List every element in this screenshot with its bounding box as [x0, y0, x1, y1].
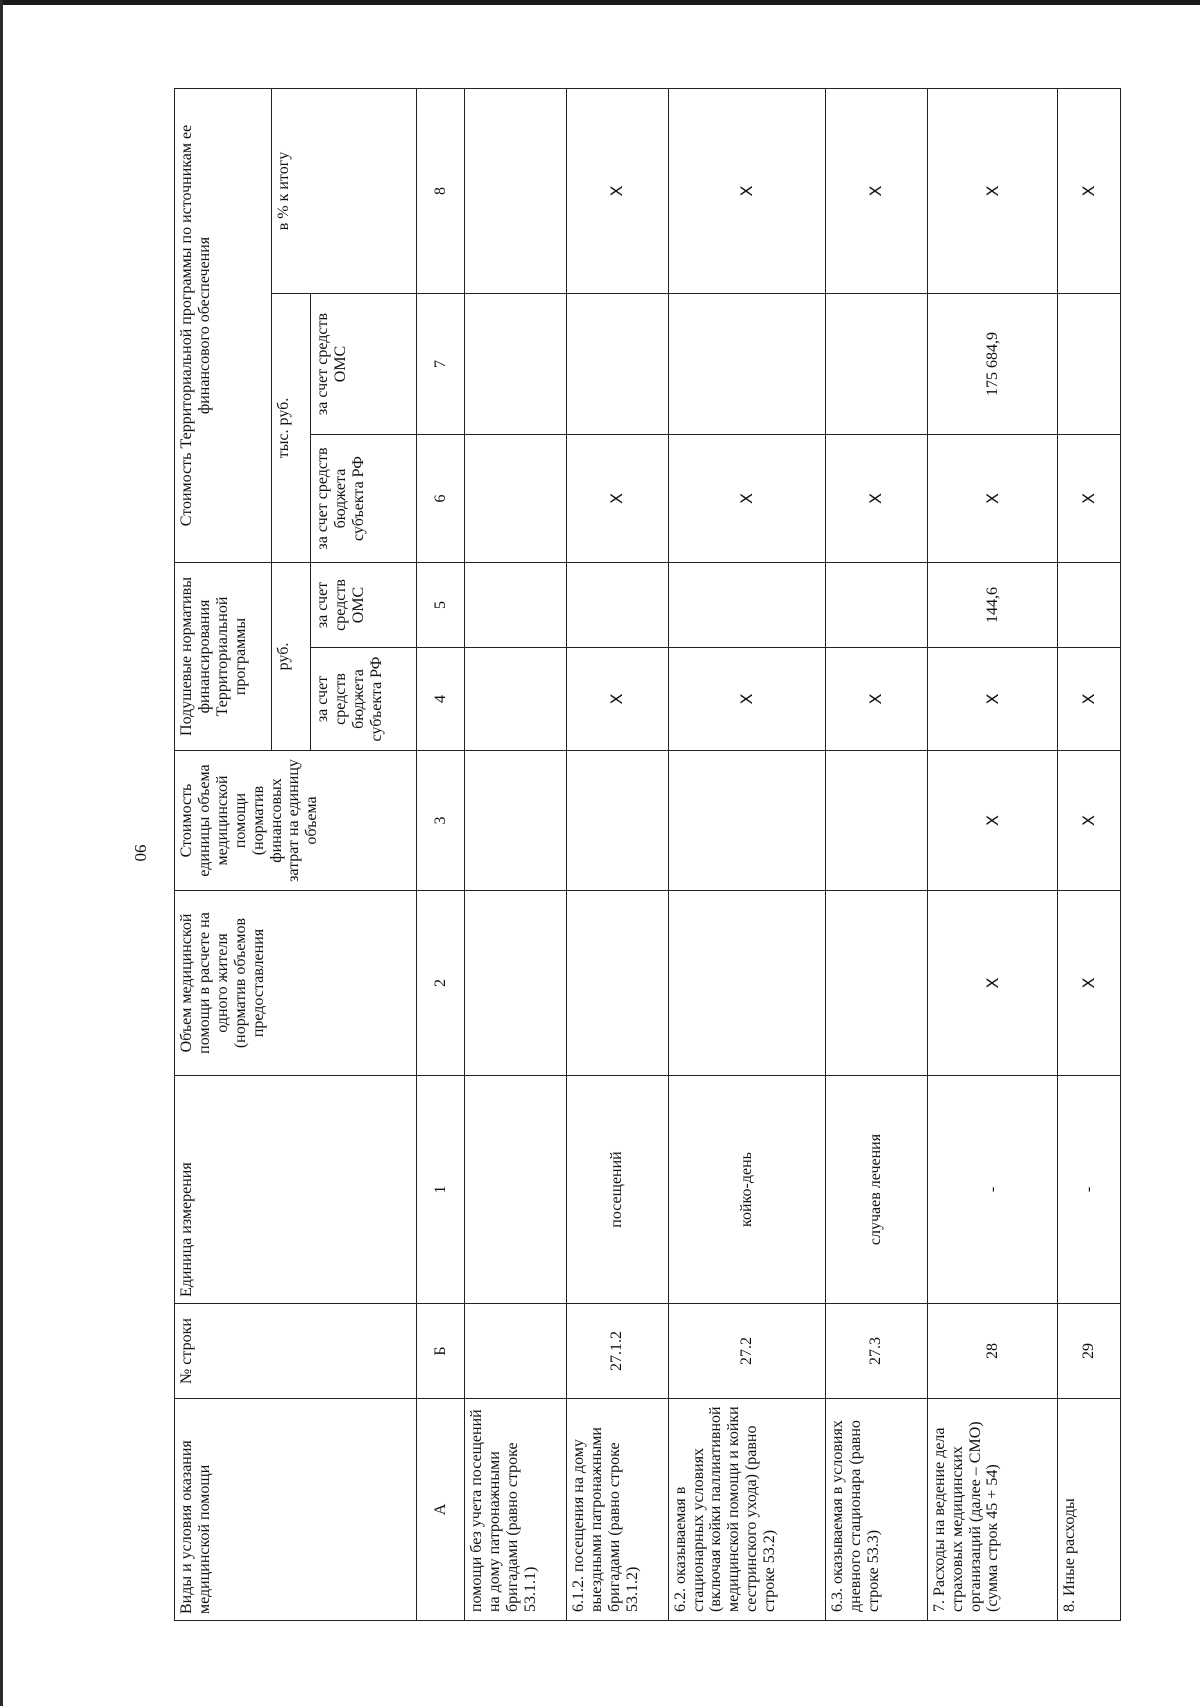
table-row: [465, 88, 567, 1620]
header-unit-thousand-rub: тыс. руб.: [272, 294, 311, 563]
row-col-8: Х: [1058, 88, 1121, 293]
row-col-4: Х: [668, 648, 825, 751]
header-col-6: за счет средств бюджета субъекта РФ: [311, 435, 417, 563]
row-name: 8. Иные расходы: [1058, 1399, 1121, 1621]
header-col-8: в % к итогу: [272, 88, 417, 293]
row-col-5: [668, 563, 825, 648]
header-unit-rub: руб.: [272, 563, 311, 751]
row-col-4: [465, 648, 567, 751]
row-col-4: Х: [826, 648, 928, 751]
colnum-7: 7: [417, 294, 465, 435]
row-col-3: Х: [927, 751, 1058, 891]
row-col-6: Х: [668, 435, 825, 563]
row-col-5: [465, 563, 567, 648]
row-col-5: [566, 563, 668, 648]
row-unit: -: [927, 1076, 1058, 1304]
colnum-2: 2: [417, 891, 465, 1076]
row-col-8: Х: [826, 88, 928, 293]
colnum-5: 5: [417, 563, 465, 648]
row-col-7: [668, 294, 825, 435]
table-row: [566, 88, 668, 1620]
row-col-7: [465, 294, 567, 435]
row-col-8: Х: [566, 88, 668, 293]
column-number-row: [417, 88, 465, 1620]
row-unit: [465, 1076, 567, 1304]
row-line-number: 27.2: [668, 1304, 825, 1399]
row-col-2: [465, 891, 567, 1076]
row-col-7: [826, 294, 928, 435]
row-col-6: Х: [826, 435, 928, 563]
row-unit: -: [1058, 1076, 1121, 1304]
header-col-7: за счет средств ОМС: [311, 294, 417, 435]
row-col-5: [826, 563, 928, 648]
colnum-8: 8: [417, 88, 465, 293]
row-col-8: Х: [668, 88, 825, 293]
rotated-table-container: [174, 89, 1121, 1621]
header-col-4: за счет средств бюджета субъекта РФ: [311, 648, 417, 751]
row-col-8: [465, 88, 567, 293]
scan-edge-left: [0, 0, 3, 1706]
row-name: 6.3. оказываемая в условиях дневного стационара (равно строке 53.3): [826, 1399, 928, 1621]
row-line-number: 27.3: [826, 1304, 928, 1399]
row-col-2: [826, 891, 928, 1076]
colnum-1: 1: [417, 1076, 465, 1304]
page-number: 90: [131, 844, 150, 862]
row-name: 6.2. оказываемая в стационарных условиях (включая койки паллиативной медицинской помощи и койки сестринского ухода) (равно строке 53.2): [668, 1399, 825, 1621]
row-col-3: [566, 751, 668, 891]
row-line-number: 29: [1058, 1304, 1121, 1399]
row-line-number: 28: [927, 1304, 1058, 1399]
row-line-number: [465, 1304, 567, 1399]
row-col-2: Х: [1058, 891, 1121, 1076]
scan-edge-top: [0, 0, 1200, 5]
row-col-6: Х: [566, 435, 668, 563]
row-col-7: [1058, 294, 1121, 435]
colnum-4: 4: [417, 648, 465, 751]
row-col-8: Х: [927, 88, 1058, 293]
table-row: [668, 88, 825, 1620]
row-col-4: Х: [927, 648, 1058, 751]
row-col-3: Х: [1058, 751, 1121, 891]
header-col-2: Объем медицинской помощи в расчете на одного жителя (норматив объемов предоставления: [175, 891, 417, 1076]
header-row-1: [175, 88, 272, 1620]
row-col-3: [826, 751, 928, 891]
header-group-cost: Стоимость Территориальной программы по источникам ее финансового обеспечения: [175, 88, 272, 562]
table-row: [927, 88, 1058, 1620]
header-col-b: № строки: [175, 1304, 417, 1399]
row-col-7: [566, 294, 668, 435]
header-col-3: Стоимость единицы объема медицинской помощи (норматив финансовых затрат на единицу объема: [175, 751, 417, 891]
row-col-5: [1058, 563, 1121, 648]
row-col-2: [566, 891, 668, 1076]
row-col-4: Х: [566, 648, 668, 751]
row-col-3: [668, 751, 825, 891]
table-row: [1058, 88, 1121, 1620]
row-unit: случаев лечения: [826, 1076, 928, 1304]
row-name: помощи без учета посещений на дому патронажными бригадами (равно строке 53.1.1): [465, 1399, 567, 1621]
row-col-4: Х: [1058, 648, 1121, 751]
row-name: 7. Расходы на ведение дела страховых медицинских организаций (далее – СМО) (сумма строк 45 + 54): [927, 1399, 1058, 1621]
header-group-per-capita: Подушевые нормативы финансирования Территориальной программы: [175, 563, 272, 751]
row-name: 6.1.2. посещения на дому выездными патронажными бригадами (равно строке 53.1.2): [566, 1399, 668, 1621]
funding-table: [174, 88, 1121, 1621]
row-unit: койко-день: [668, 1076, 825, 1304]
row-col-6: Х: [1058, 435, 1121, 563]
row-col-6: [465, 435, 567, 563]
header-col-5: за счет средств ОМС: [311, 563, 417, 648]
colnum-b: Б: [417, 1304, 465, 1399]
colnum-a: А: [417, 1399, 465, 1621]
header-col-a: Виды и условия оказания медицинской помощи: [175, 1399, 417, 1621]
row-col-6: Х: [927, 435, 1058, 563]
row-col-3: [465, 751, 567, 891]
colnum-3: 3: [417, 751, 465, 891]
row-col-2: [668, 891, 825, 1076]
row-line-number: 27.1.2: [566, 1304, 668, 1399]
table-row: [826, 88, 928, 1620]
row-col-5: 144,6: [927, 563, 1058, 648]
row-unit: посещений: [566, 1076, 668, 1304]
row-col-2: Х: [927, 891, 1058, 1076]
header-col-1: Единица измерения: [175, 1076, 417, 1304]
row-col-7: 175 684,9: [927, 294, 1058, 435]
colnum-6: 6: [417, 435, 465, 563]
